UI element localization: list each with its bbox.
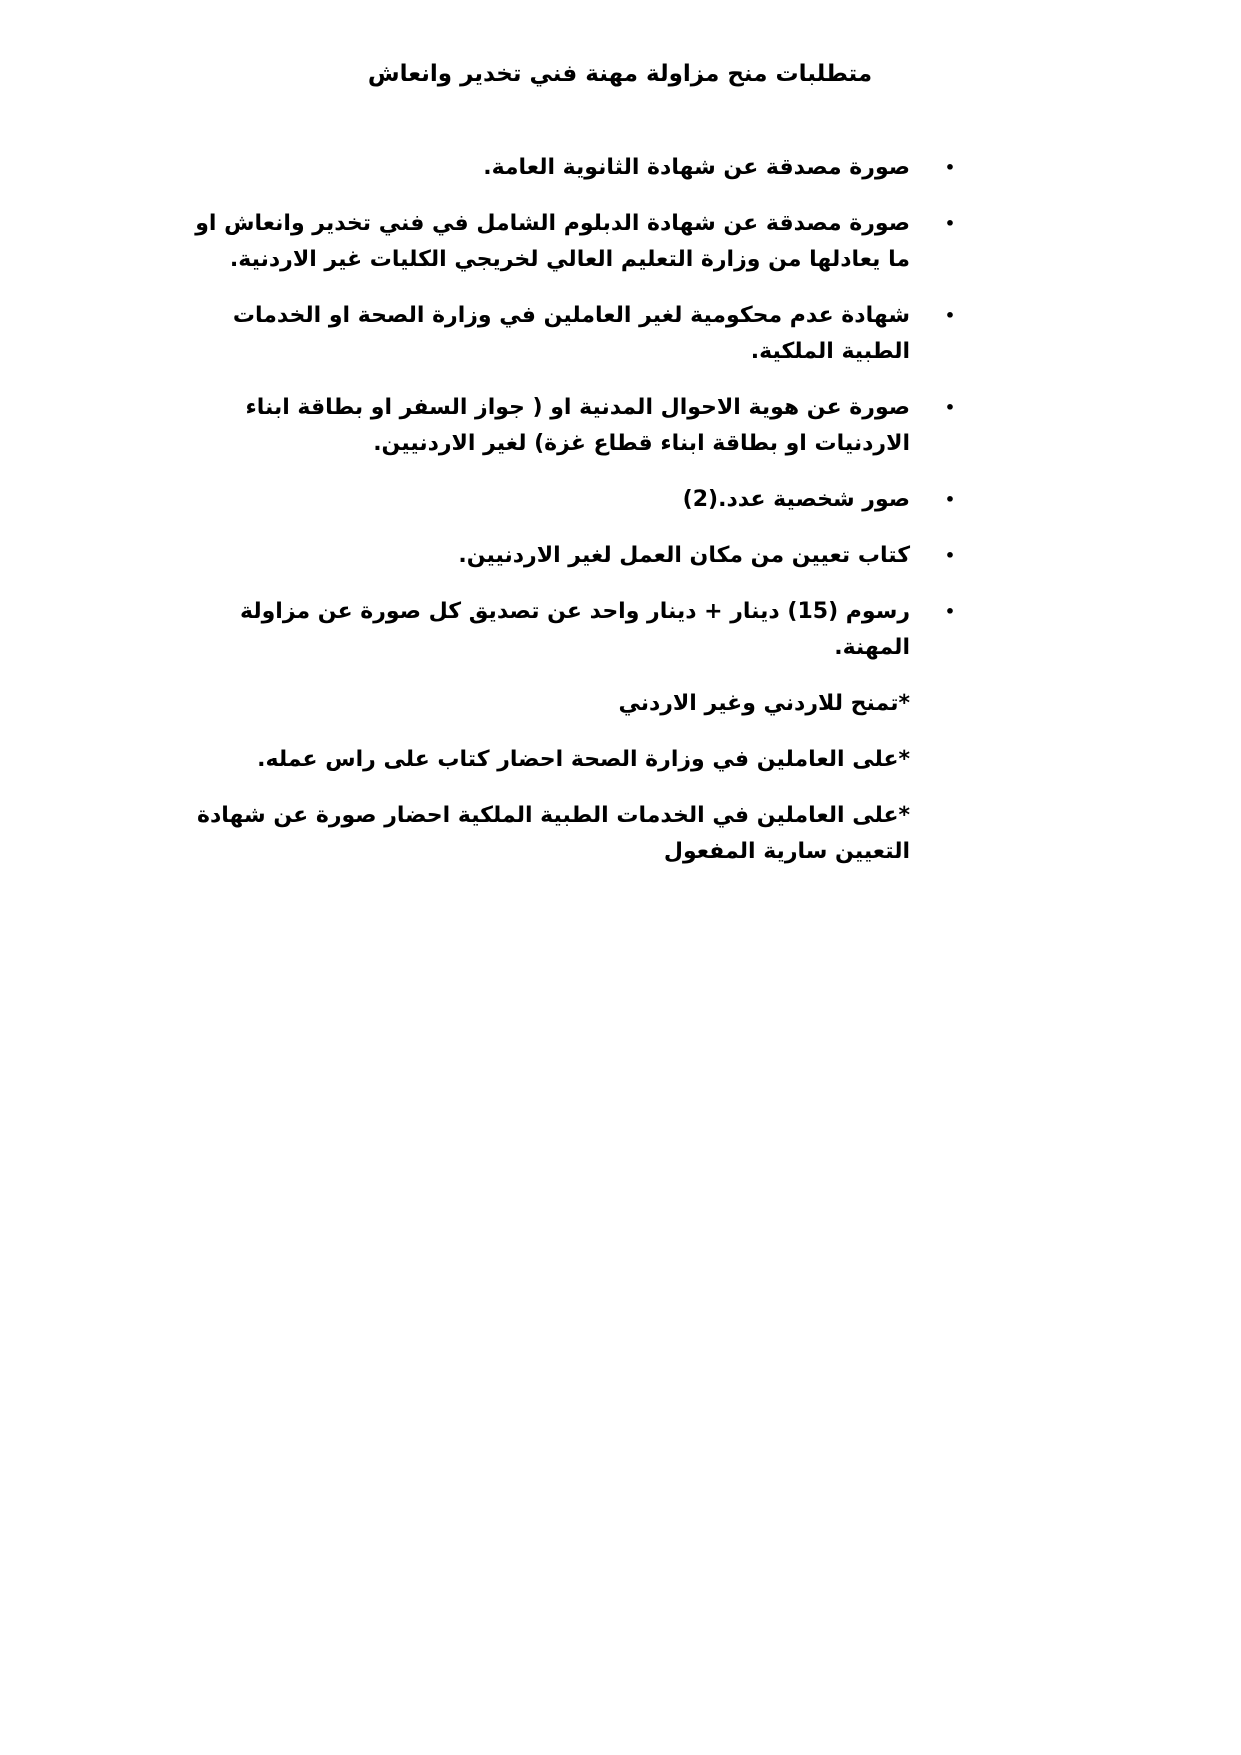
requirement-item	[190, 538, 956, 574]
bullet-icon: •	[944, 158, 956, 177]
requirements-list	[190, 150, 956, 666]
bullet-icon: •	[944, 398, 956, 417]
note-text: *على العاملين في الخدمات الطبية الملكية احضار صورة عن شهادة التعيين سارية المفعول	[197, 803, 910, 864]
requirement-text: صورة مصدقة عن شهادة الدبلوم الشامل في فني تخدير وانعاش او ما يعادلها من وزارة التعليم العالي لخريجي الكليات غير الاردنية.	[195, 211, 910, 272]
requirement-item	[190, 594, 956, 666]
bullet-icon: •	[944, 602, 956, 621]
requirement-item	[190, 390, 956, 462]
bullet-icon: •	[944, 490, 956, 509]
requirement-text: صور شخصية عدد.(2)	[682, 487, 910, 512]
requirement-text: صورة عن هوية الاحوال المدنية او ( جواز السفر او بطاقة ابناء الاردنيات او بطاقة ابناء قطاع غزة) لغير الاردنيين.	[245, 395, 910, 456]
bullet-icon: •	[944, 306, 956, 325]
requirement-item	[190, 482, 956, 518]
requirement-item	[190, 150, 956, 186]
note-text: *على العاملين في وزارة الصحة احضار كتاب على راس عمله.	[257, 747, 910, 772]
requirement-text: صورة مصدقة عن شهادة الثانوية العامة.	[483, 155, 910, 180]
notes-section	[190, 686, 910, 870]
page-title: متطلبات منح مزاولة مهنة فني تخدير وانعاش	[367, 61, 873, 87]
requirement-text: شهادة عدم محكومية لغير العاملين في وزارة الصحة او الخدمات الطبية الملكية.	[232, 303, 910, 364]
requirement-text: كتاب تعيين من مكان العمل لغير الاردنيين.	[458, 543, 910, 568]
document-body	[190, 150, 956, 890]
requirement-item	[190, 206, 956, 278]
requirement-text: رسوم (15) دينار + دينار واحد عن تصديق كل صورة عن مزاولة المهنة.	[240, 599, 910, 660]
note-text: *تمنح للاردني وغير الاردني	[618, 691, 910, 716]
bullet-icon: •	[944, 214, 956, 233]
bullet-icon: •	[944, 546, 956, 565]
requirement-item	[190, 298, 956, 370]
